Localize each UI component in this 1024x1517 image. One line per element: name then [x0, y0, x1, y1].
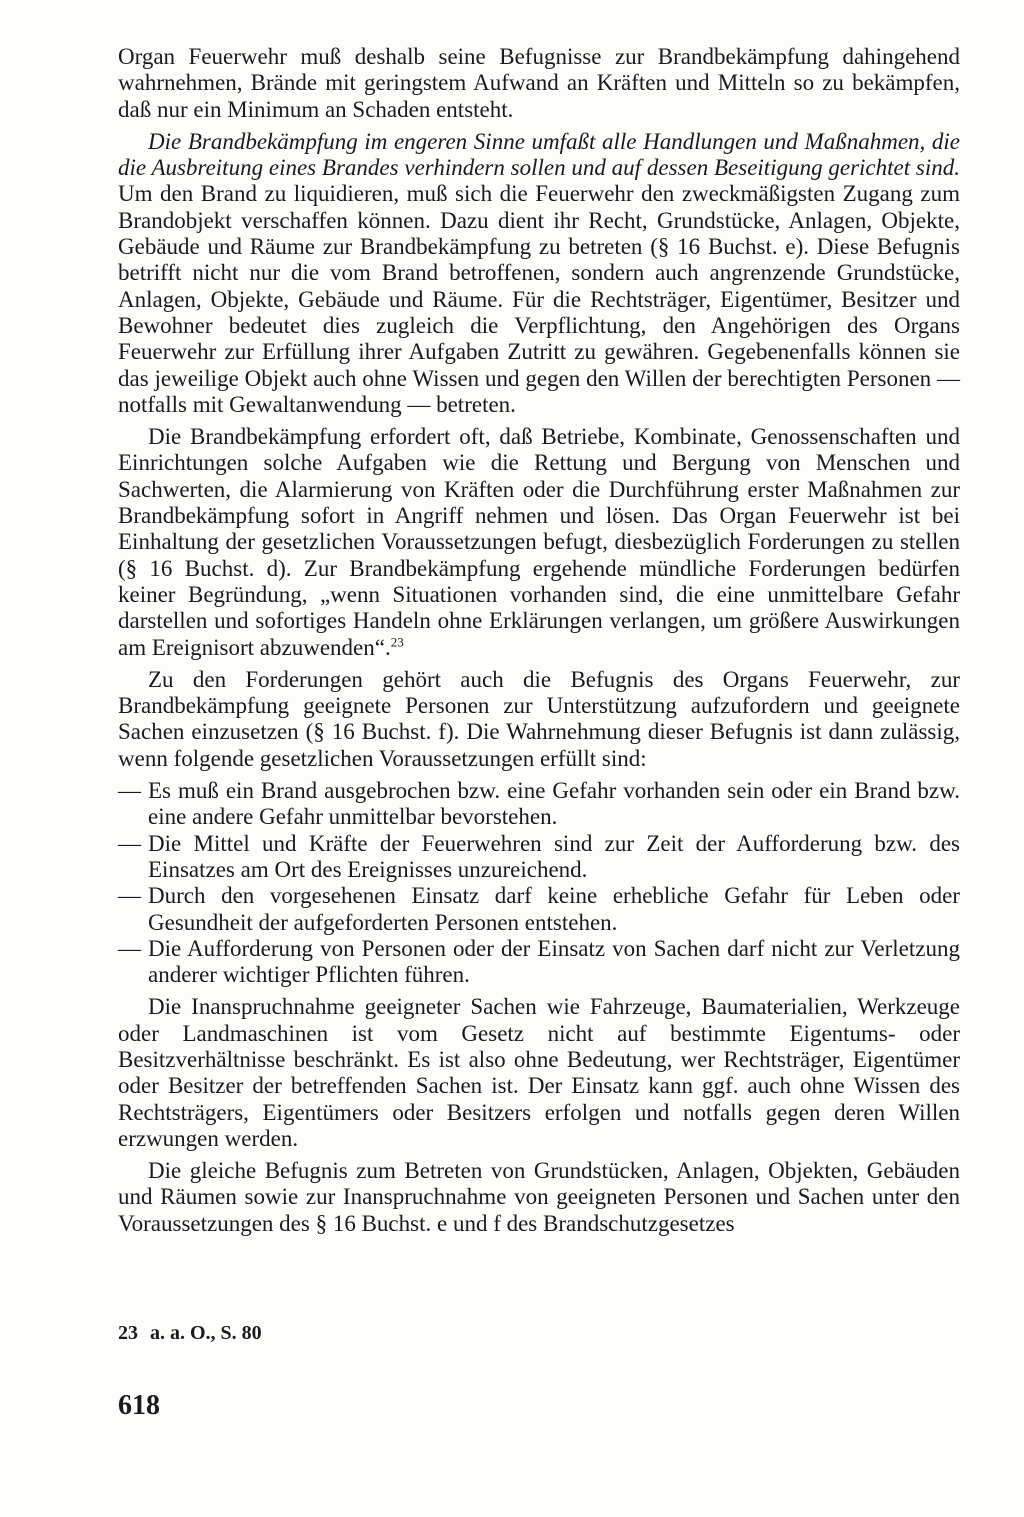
list-item	[118, 778, 960, 831]
list-item	[118, 936, 960, 989]
list-dash: —	[118, 830, 141, 856]
paragraph-6-text: Die gleiche Befugnis zum Betreten von Grundstücken, Anlagen, Objekten, Gebäuden und Räumen sowie zur Inanspruchnahme von geeigneten Personen und Sachen unter den Voraussetzungen des § 16 Buchst. e und f des Brandschutzgesetzes	[118, 1158, 960, 1236]
list-item	[118, 883, 960, 936]
requirements-list	[118, 778, 960, 988]
footnote-number: 23	[118, 1322, 138, 1344]
list-item	[118, 831, 960, 884]
list-item-text: Durch den vorgesehenen Einsatz darf keine erhebliche Gefahr für Leben oder Gesundheit der aufgeforderten Personen entstehen.	[148, 883, 960, 935]
footnote-reference: 23	[390, 633, 404, 649]
paragraph-2-text: Um den Brand zu liquidieren, muß sich die Feuerwehr den zweckmäßigsten Zugang zum Brandobjekt verschaffen können. Dazu dient ihr Recht, Grundstücke, Anlagen, Objekte, Gebäude und Räume zur Brandbekämpfung zu betreten (§ 16 Buchst. e). Diese Befugnis betrifft nicht nur die vom Brand betroffenen, sondern auch angrenzende Grundstücke, Anlagen, Objekte, Gebäude und Räume. Für die Rechtsträger, Eigentümer, Besitzer und Bewohner bedeutet dies zugleich die Verpflichtung, den Angehörigen des Organs Feuerwehr zur Erfüllung ihrer Aufgaben Zutritt zu gewähren. Gegebenenfalls können sie das jeweilige Objekt auch ohne Wissen und gegen den Willen der berechtigten Personen — notfalls mit Gewaltanwendung — betreten.	[118, 181, 960, 417]
list-item-text: Die Aufforderung von Personen oder der Einsatz von Sachen darf nicht zur Verletzung anderer wichtiger Pflichten führen.	[148, 935, 960, 988]
paragraph-5-text: Die Inanspruchnahme geeigneter Sachen wie Fahrzeuge, Baumaterialien, Werkzeuge oder Landmaschinen ist vom Gesetz nicht auf bestimmte Eigentums- oder Besitzverhältnisse beschränkt. Es ist also ohne Bedeutung, wer Rechtsträger, Eigentümer oder Besitzer der betreffenden Sachen ist. Der Einsatz kann ggf. auch ohne Wissen des Rechtsträgers, Eigentümers oder Besitzers erfolgen und notfalls gegen deren Willen erzwungen werden.	[118, 994, 960, 1151]
footnote	[118, 1322, 262, 1345]
paragraph-2	[118, 129, 960, 418]
list-item-text: Es muß ein Brand ausgebrochen bzw. eine Gefahr vorhanden sein oder ein Brand bzw. eine andere Gefahr unmittelbar bevorstehen.	[148, 778, 960, 830]
paragraph-1-text: Organ Feuerwehr muß deshalb seine Befugnisse zur Brandbekämpfung dahingehend wahrnehmen, Brände mit geringstem Aufwand an Kräften und Mitteln so zu bekämpfen, daß nur ein Minimum an Schaden entsteht.	[118, 44, 960, 122]
list-dash: —	[118, 883, 141, 909]
paragraph-3	[118, 424, 960, 661]
list-item-text: Die Mittel und Kräfte der Feuerwehren sind zur Zeit der Aufforderung bzw. des Einsatzes am Ort des Ereignisses unzureichend.	[148, 830, 960, 882]
paragraph-4	[118, 667, 960, 772]
page-number: 618	[118, 1390, 160, 1421]
paragraph-2-italic-text: Die Brandbekämpfung im engeren Sinne umfaßt alle Handlungen und Maßnahmen, die die Ausbreitung eines Brandes verhindern sollen und auf dessen Beseitigung gerichtet sind.	[118, 128, 960, 181]
paragraph-4-text: Zu den Forderungen gehört auch die Befugnis des Organs Feuerwehr, zur Brandbekämpfung geeignete Personen zur Unterstützung aufzufordern und geeignete Sachen einzusetzen (§ 16 Buchst. f). Die Wahrnehmung dieser Befugnis ist dann zulässig, wenn folgende gesetzlichen Voraussetzungen erfüllt sind:	[118, 666, 960, 771]
paragraph-6	[118, 1158, 960, 1237]
list-dash: —	[118, 935, 141, 961]
footnote-text: a. a. O., S. 80	[150, 1322, 262, 1344]
paragraph-1	[118, 44, 960, 123]
paragraph-3-text: Die Brandbekämpfung erfordert oft, daß Betriebe, Kombinate, Genossenschaften und Einrichtungen solche Aufgaben wie die Rettung und Bergung von Menschen und Sachwerten, die Alarmierung von Kräften oder die Durchführung erster Maßnahmen zur Brandbekämpfung sofort in Angriff nehmen und lösen. Das Organ Feuerwehr ist bei Einhaltung der gesetzlichen Voraussetzungen befugt, diesbezüglich Forderungen zu stellen (§ 16 Buchst. d). Zur Brandbekämpfung ergehende mündliche Forderungen bedürfen keiner Begründung, „wenn Situationen vorhanden sind, die eine unmittelbare Gefahr darstellen und sofortiges Handeln ohne Erklärungen verlangen, um größere Auswirkungen am Ereignisort abzuwenden“.	[118, 424, 960, 660]
list-dash: —	[118, 778, 141, 804]
body-text	[118, 44, 960, 1243]
paragraph-5	[118, 994, 960, 1152]
